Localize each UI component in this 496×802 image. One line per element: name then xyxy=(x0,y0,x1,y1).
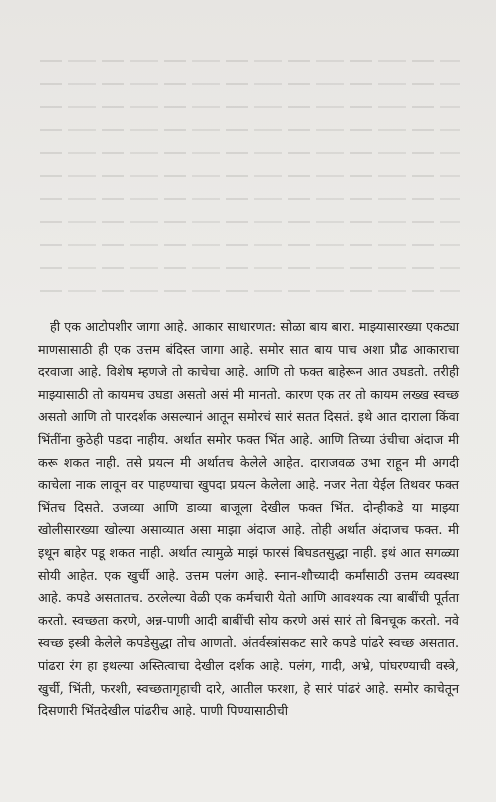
paragraph-text: ही एक आटोपशीर जागा आहे. आकार साधारणत: सोळा बाय बारा. माझ्यासारख्या एकट्या माणसासाठी ही एक उत्तम बंदिस्त जागा आहे. समोर सात बाय पाच अशा प्रौढ आकाराचा दरवाजा आहे. विशेष म्हणजे तो काचेचा आहे. आणि तो फक्त बाहेरून आत उघडतो. तरीही माझ्यासाठी तो कायमच उघडा असतो असं मी मानतो. कारण एक तर तो कायम लख्ख स्वच्छ असतो आणि तो पारदर्शक असल्यानं आतून समोरचं सारं सतत दिसतं. इथे आत दाराला किंवा भिंतींना कुठेही पडदा नाहीय. अर्थात समोर फक्त भिंत आहे. आणि तिच्या उंचीचा अंदाज मी करू शकत नाही. तसे प्रयत्न मी अर्थातच केलेले आहेत. दाराजवळ उभा राहून मी अगदी काचेला नाक लावून वर पाहण्याचा खुपदा प्रयत्न केलेला आहे. नजर नेता येईल तिथवर फक्त भिंतच दिसते. उजव्या आणि डाव्या बाजूला देखील फक्त भिंत. दोन्हीकडे या माझ्या खोलीसारख्या खोल्या असाव्यात असा माझा अंदाज आहे. तोही अर्थात अंदाजच फक्त. मी इथून बाहेर पडू शकत नाही. अर्थात त्यामुळे माझं फारसं बिघडतसुद्धा नाही. इथं आत सगळ्या सोयी आहेत. एक खुर्ची आहे. उत्तम पलंग आहे. स्नान-शौच्यादी कर्मांसाठी उत्तम व्यवस्था आहे. कपडे असतातच. ठरलेल्या वेळी एक कर्मचारी येतो आणि आवश्यक त्या बाबींची पूर्तता करतो. स्वच्छता करणे, अन्न-पाणी आदी बाबींची सोय करणे असं सारं तो बिनचूक करतो. नवे स्वच्छ इस्त्री केलेले कपडेसुद्धा तोच आणतो. अंतर्वस्त्रांसकट सारे कपडे पांढरे स्वच्छ असतात. पांढरा रंग हा इथल्या अस्तित्वाचा देखील दर्शक आहे. पलंग, गादी, अभ्रे, पांघरण्याची वस्त्रे, खुर्ची, भिंती, फरशी, स्वच्छतागृहाची दारे, आतील फरशा, हे सारं पांढरं आहे. समोर काचेतून दिसणारी भिंतदेखील पांढरीच आहे. पाणी पिण्यासाठीची xyxy=(38,319,459,719)
ghost-line xyxy=(40,244,460,246)
ghost-line xyxy=(40,129,460,131)
ghost-line xyxy=(40,267,460,269)
ghost-line xyxy=(40,106,460,108)
ghost-line xyxy=(40,221,460,223)
ghost-line xyxy=(40,152,460,154)
show-through-text xyxy=(40,60,460,315)
ghost-line xyxy=(40,198,460,200)
body-paragraph xyxy=(38,316,459,723)
ghost-line xyxy=(40,83,460,85)
ghost-line xyxy=(40,175,460,177)
ghost-line xyxy=(40,290,460,292)
ghost-line xyxy=(40,60,460,62)
